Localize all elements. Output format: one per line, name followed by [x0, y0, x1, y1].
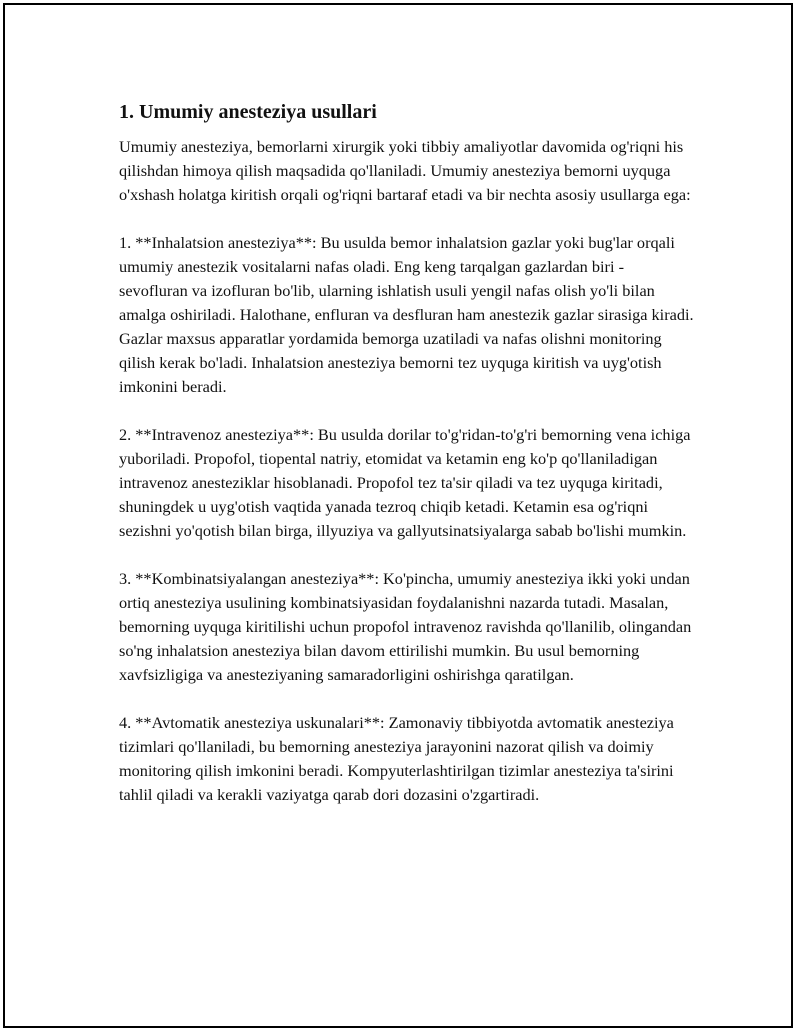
paragraph-kombinatsiyalangan: 3. **Kombinatsiyalangan anesteziya**: Ko'pincha, umumiy anesteziya ikki yoki undan ortiq anesteziya usulining kombinatsiyasidan foydalanishni nazarda tutadi. Masalan, bemorning uyquga kiritilishi uchun propofol intravenoz ravishda qo'llanilib, olingandan so'ng inhalatsion anesteziya bilan davom ettirilishi mumkin. Bu usul bemorning xavfsizligiga va anesteziyaning samaradorligini oshirishga qaratilgan. — [119, 569, 692, 684]
paragraph-intravenoz: 2. **Intravenoz anesteziya**: Bu usulda dorilar to'g'ridan-to'g'ri bemorning vena ichiga yuboriladi. Propofol, tiopental natriy, etomidat va ketamin eng ko'p qo'llaniladigan intravenoz anesteziklar hisoblanadi. Propofol tez ta'sir qiladi va tez uyquga kiritadi, shuningdek u uyg'otish vaqtida yanada tezroq chiqib ketadi. Ketamin esa og'riqni sezishni yo'qotish bilan birga, illyuziya va gallyutsinatsiyalarga sabab bo'lishi mumkin. — [119, 425, 691, 540]
paragraph-avtomatik: 4. **Avtomatik anesteziya uskunalari**: Zamonaviy tibbiyotda avtomatik anesteziya tizimlari qo'llaniladi, bu bemorning anesteziya jarayonini nazorat qilish va doimiy monitoring qilish imkonini beradi. Kompyuterlashtirilgan tizimlar anesteziya ta'sirini tahlil qiladi va kerakli vaziyatga qarab dori dozasini o'zgartiradi. — [119, 713, 674, 804]
page-frame — [3, 3, 793, 1028]
intro-paragraph: Umumiy anesteziya, bemorlarni xirurgik yoki tibbiy amaliyotlar davomida og'riqni his qilishdan himoya qilish maqsadida qo'llaniladi. Umumiy anesteziya bemorni uyquga o'xshash holatga kiritish orqali og'riqni bartaraf etadi va bir nechta asosiy usullarga ega: — [119, 137, 691, 204]
paragraph-inhalatsion: 1. **Inhalatsion anesteziya**: Bu usulda bemor inhalatsion gazlar yoki bug'lar orqali umumiy anestezik vositalarni nafas oladi. Eng keng tarqalgan gazlardan biri - sevofluran va izofluran bo'lib, ularning ishlatish usuli yengil nafas olish yo'li bilan amalga oshiriladi. Halothane, enfluran va desfluran ham anestezik gazlar sirasiga kiradi. Gazlar maxsus apparatlar yordamida bemorga uzatiladi va nafas olishni monitoring qilish kerak bo'ladi. Inhalatsion anesteziya bemorni tez uyquga kiritish va uyg'otish imkonini beradi. — [119, 233, 694, 396]
document-title: 1. Umumiy anesteziya usullari — [119, 101, 377, 123]
document-body — [119, 97, 694, 807]
